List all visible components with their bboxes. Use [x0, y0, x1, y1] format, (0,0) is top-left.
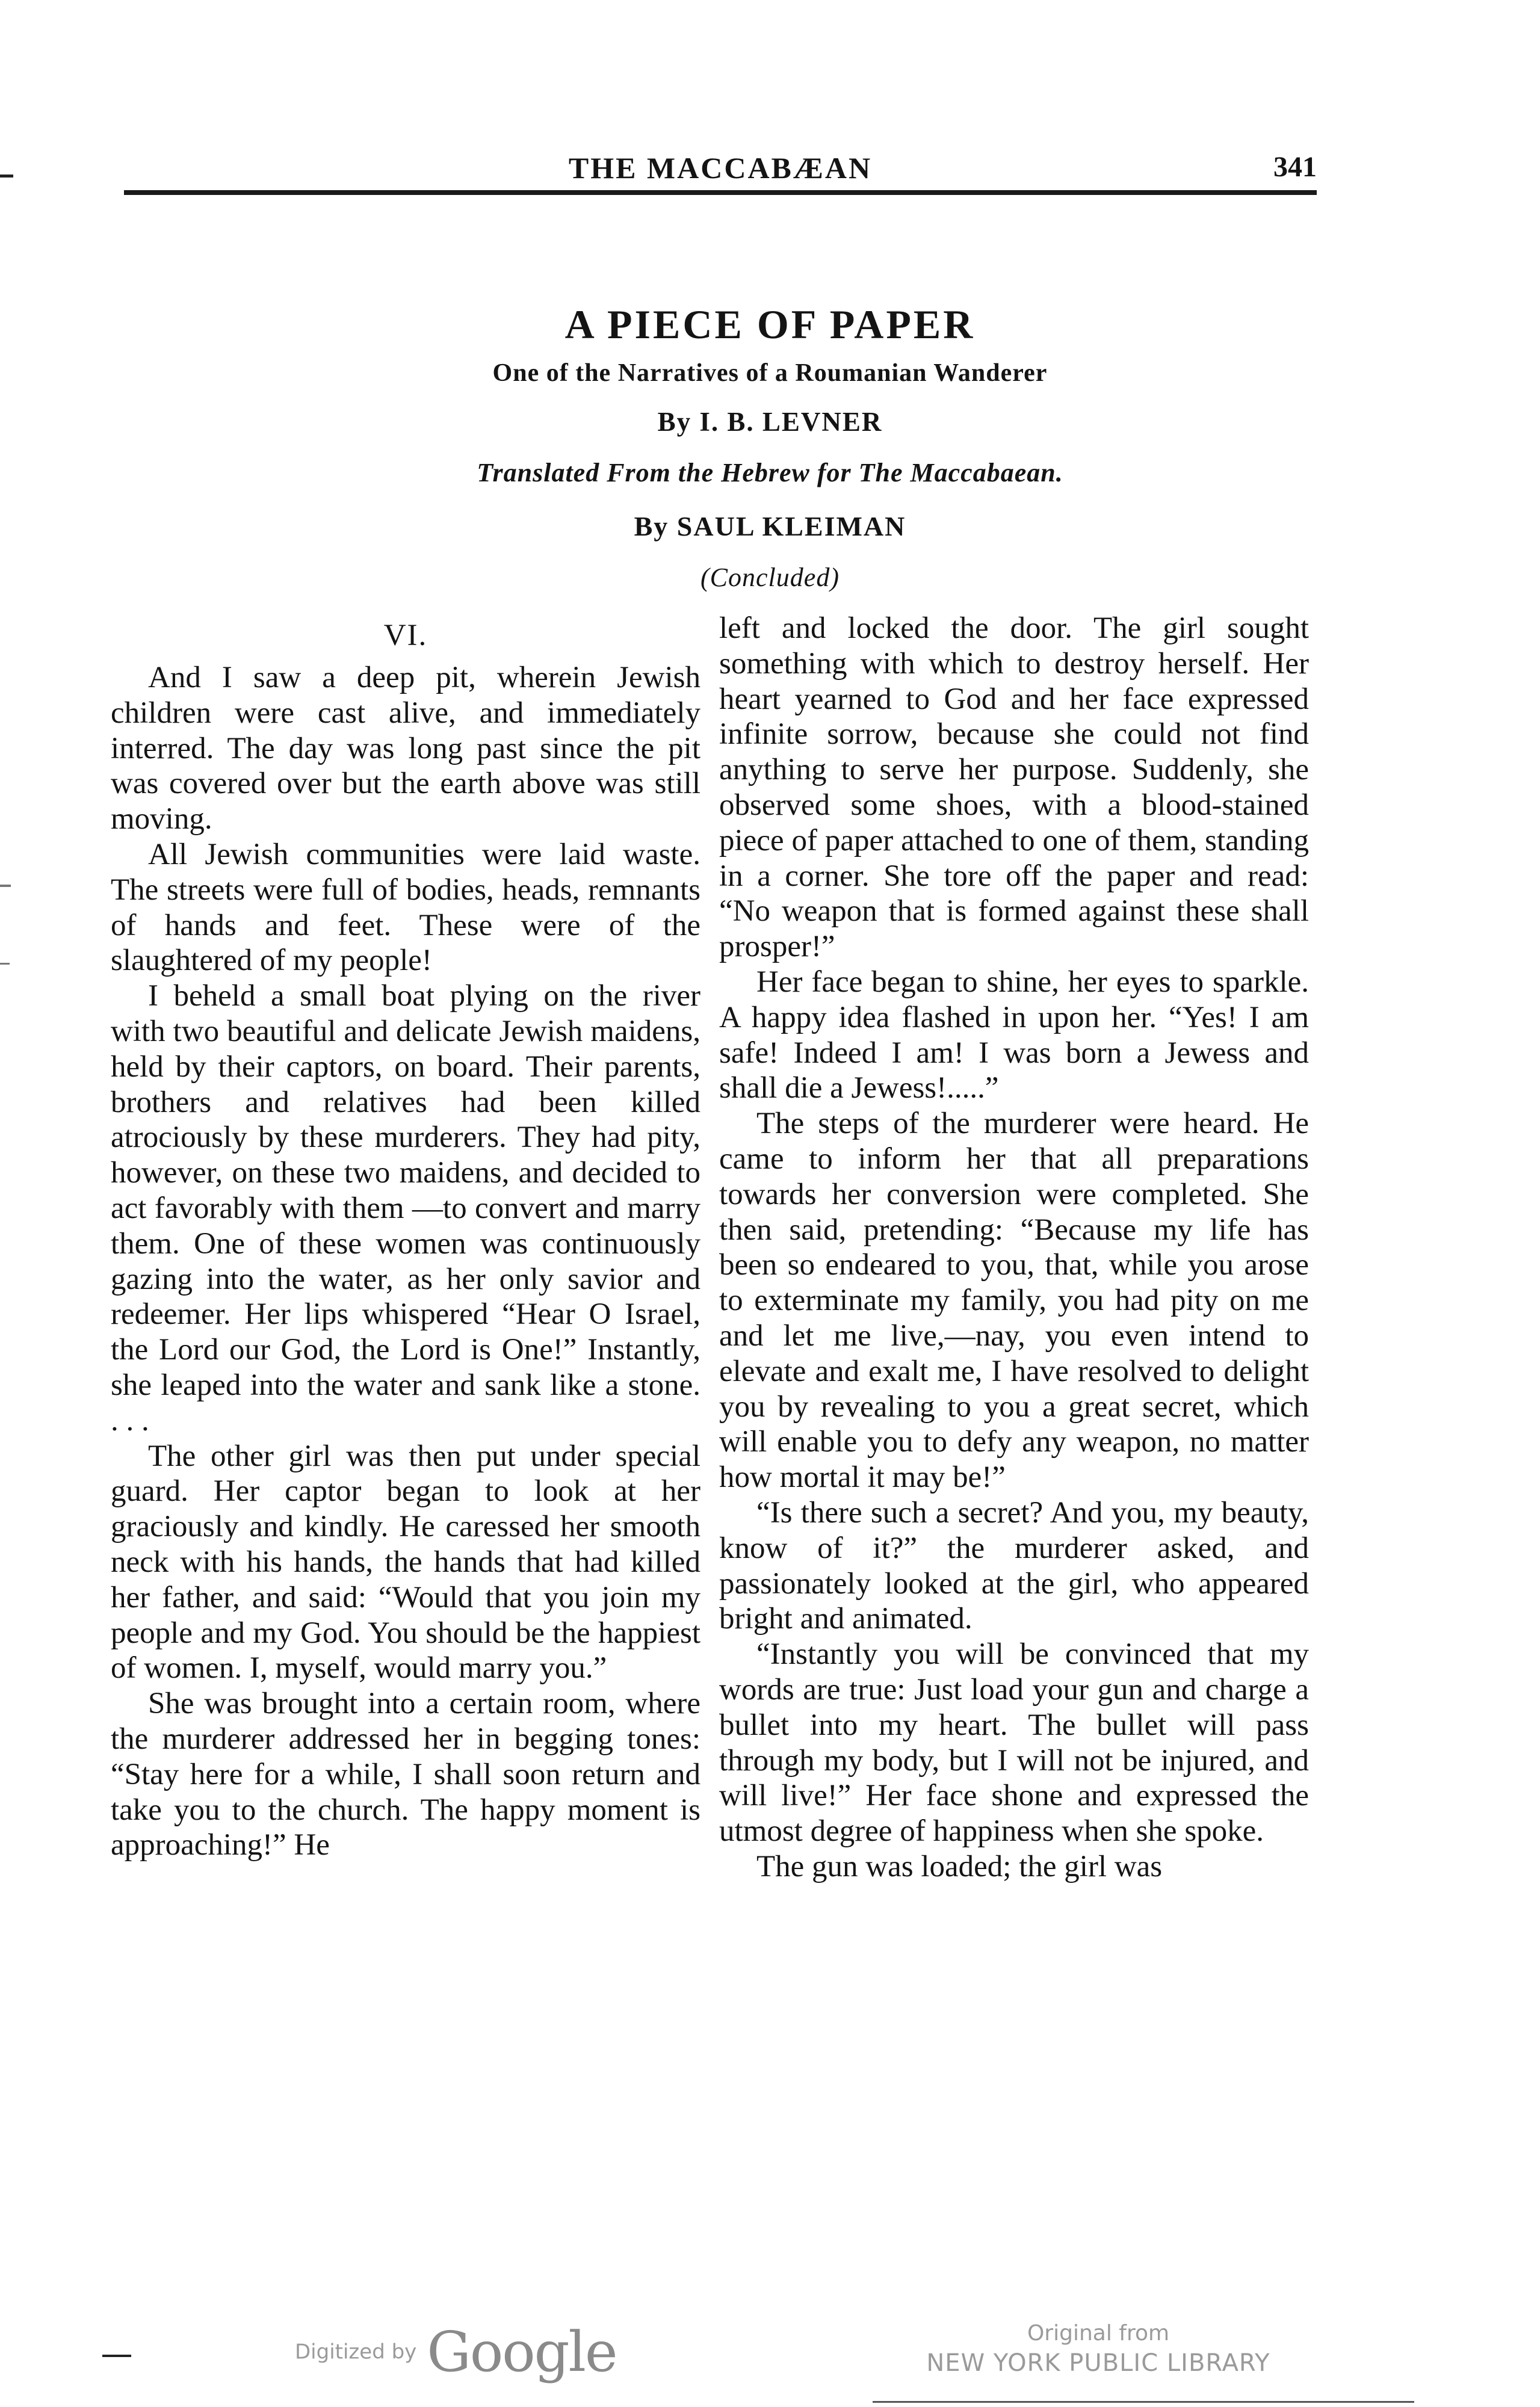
article-title: A PIECE OF PAPER [564, 301, 976, 347]
paragraph: left and locked the door. The girl sought something with which to destroy herself. Her heart yearned to God and her face expressed infinite sorrow, because she could not find anything to serve her purpose. Suddenly, she observed some shoes, with a blood-stained piece of paper attached to one of them, standing in a corner. She tore off the paper and read: “No weapon that is formed against these shall prosper!” [719, 611, 1309, 964]
page-number: 341 [1273, 151, 1317, 183]
paragraph: “Is there such a secret? And you, my beauty, know of it?” the murderer asked, and passionately looked at the girl, who appeared bright and animated. [719, 1495, 1309, 1636]
paragraph: Her face began to shine, her eyes to sparkle. A happy idea flashed in upon her. “Yes! I am safe! Indeed I am! I was born a Jewess and shall die a Jewess!.....” [719, 965, 1309, 1105]
journal-name: THE MACCABÆAN [568, 151, 873, 185]
paragraph: I beheld a small boat plying on the river with two beautiful and delicate Jewish maidens, held by their captors, on board. Their parents, brothers and relatives had been killed atrociously by these murderers. They had pity, however, on these two maidens, and decided to act favorably with them —to convert and marry them. One of these women was continuously gazing into the water, as her only savior and redeemer. Her lips whispered “Hear O Israel, the Lord our God, the Lord is One!” Instantly, she leaped into the water and sank like a stone. . . . [111, 979, 700, 1438]
digitized-label: Digitized by [295, 2340, 417, 2364]
right-column [719, 611, 1309, 1885]
paragraph: The gun was loaded; the girl was [756, 1849, 1163, 1883]
header-rule [124, 190, 1317, 195]
footer-rule [873, 2401, 1414, 2403]
original-from-label: Original from [1027, 2321, 1170, 2346]
paragraph: The other girl was then put under special guard. Her captor began to look at her graciously and kindly. He caressed her smooth neck with his hands, the hands that had killed her father, and said: “Would that you join my people and my God. You should be the happiest of women. I, myself, would marry you.” [111, 1439, 700, 1686]
concluded-note: (Concluded) [700, 563, 840, 592]
scan-edge-mark [102, 2355, 131, 2357]
paragraph: “Instantly you will be convinced that my words are true: Just load your gun and charge a bullet into my heart. The bullet will pass through my body, but I will not be injured, and will live!” Her face shone and expressed the utmost degree of happiness when she spoke. [719, 1637, 1309, 1849]
paragraph: The steps of the murderer were heard. He came to inform her that all preparations towards her conversion were completed. She then said, pretending: “Because my life has been so endeared to you, that, while you arose to exterminate my family, you had pity on me and let me live,—nay, you even intend to elevate and exalt me, I have resolved to delight you by revealing to you a great secret, which will enable you to defy any weapon, no matter how mortal it may be!” [719, 1107, 1309, 1495]
section-heading: VI. [383, 619, 428, 652]
source-credit [906, 2320, 1291, 2379]
translation-note: Translated From the Hebrew for The Maccabaean. [477, 458, 1063, 487]
digitization-credit [295, 2320, 616, 2392]
library-name: NEW YORK PUBLIC LIBRARY [926, 2349, 1270, 2377]
running-head [124, 150, 1317, 199]
left-column [111, 611, 700, 1863]
google-logo: Google [427, 2320, 617, 2384]
article-translator: By SAUL KLEIMAN [634, 511, 906, 542]
paragraph: All Jewish communities were laid waste. The streets were full of bodies, heads, remnants of hands and feet. These were of the slaughtered of my people! [111, 837, 700, 978]
paragraph: She was brought into a certain room, where the murderer addressed her in begging tones: “Stay here for a while, I shall soon return and take you to the church. The happy moment is approaching!” He [111, 1687, 700, 1862]
paragraph: And I saw a deep pit, wherein Jewish children were cast alive, and immediately interred. The day was long past since the pit was covered over but the earth above was still moving. [111, 661, 700, 836]
scan-edge-mark [0, 885, 11, 887]
scan-edge-mark [0, 175, 13, 178]
scan-edge-mark [0, 963, 10, 965]
article-subtitle: One of the Narratives of a Roumanian Wanderer [492, 359, 1048, 387]
article-author: By I. B. LEVNER [657, 407, 883, 437]
